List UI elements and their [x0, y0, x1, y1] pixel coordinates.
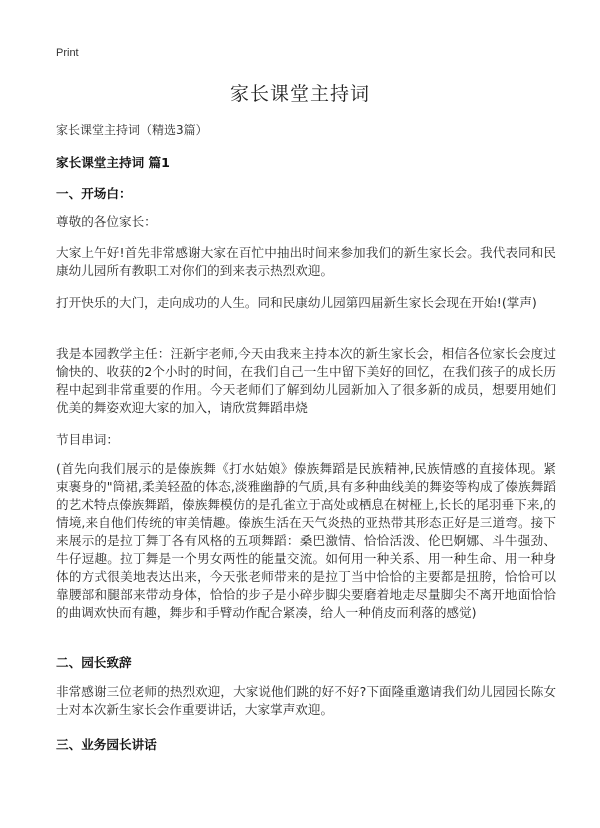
section2-heading: 二、园长致辞 [56, 655, 132, 670]
paragraph-opening: 打开快乐的大门，走向成功的人生。同和民康幼儿园第四届新生家长会现在开始!(掌声) [56, 295, 537, 310]
section3-heading: 三、业务园长讲话 [56, 737, 157, 752]
program-label: 节目串词： [56, 432, 119, 447]
paragraph-host-intro: 我是本园教学主任：汪新宇老师,今天由我来主持本次的新生家长会，相信各位家长会度过愉快的、收获的2个小时的时间，在我们自己一生中留下美好的回忆，在我们孩子的成长历程中起到非常重要的作用。今天老师们了解到幼儿园新加入了很多新的成员，想要用她们优美的舞姿欢迎大家的加入，请欣赏舞蹈串烧 [56, 346, 556, 415]
print-label[interactable]: Print [56, 47, 79, 59]
page-title: 家长课堂主持词 [229, 83, 370, 105]
paragraph-principal-invite: 非常感谢三位老师的热烈欢迎，大家说他们跳的好不好?下面隆重邀请我们幼儿园园长陈女士对本次新生家长会作重要讲话，大家掌声欢迎。 [56, 684, 556, 717]
part1-heading: 家长课堂主持词 篇1 [56, 155, 170, 170]
document-subtitle: 家长课堂主持词（精选3篇） [56, 123, 208, 137]
greeting-text: 尊敬的各位家长： [56, 214, 157, 229]
paragraph-welcome: 大家上午好!首先非常感谢大家在百忙中抽出时间来参加我们的新生家长会。我代表同和民康幼儿园所有教职工对你们的到来表示热烈欢迎。 [56, 245, 556, 278]
paragraph-program: (首先向我们展示的是傣族舞《打水姑娘》傣族舞蹈是民族精神,民族情感的直接体现。紧束裹身的"筒裙,柔美轻盈的体态,淡雅幽静的气质,具有多种曲线美的舞姿等构成了傣族舞蹈的艺术特点傣族舞蹈，傣族舞模仿的是孔雀立于高处或栖息在树桠上,长长的尾羽垂下来,的情境,来自他们传统的审美情趣。傣族生活在天气炎热的亚热带其形态正好是三道弯。接下来展示的是拉丁舞丁各有风格的五项舞蹈：桑巴激情、恰恰活泼、伦巴婀娜、斗牛强劲、牛仔逗趣。拉丁舞是一个男女两性的能量交流。如何用一种关系、用一种生命、用一种身体的方式很美地表达出来，今天张老师带来的是拉丁当中恰恰的主要都是扭胯，恰恰可以靠腰部和腿部来带动身体，恰恰的步子是小碎步脚尖要磨着地走尽量脚尖不离开地面恰恰的曲调欢快而有趣，舞步和手臂动作配合紧凑，给人一种俏皮而利落的感觉) [56, 461, 556, 620]
section1-heading: 一、开场白： [56, 186, 132, 201]
